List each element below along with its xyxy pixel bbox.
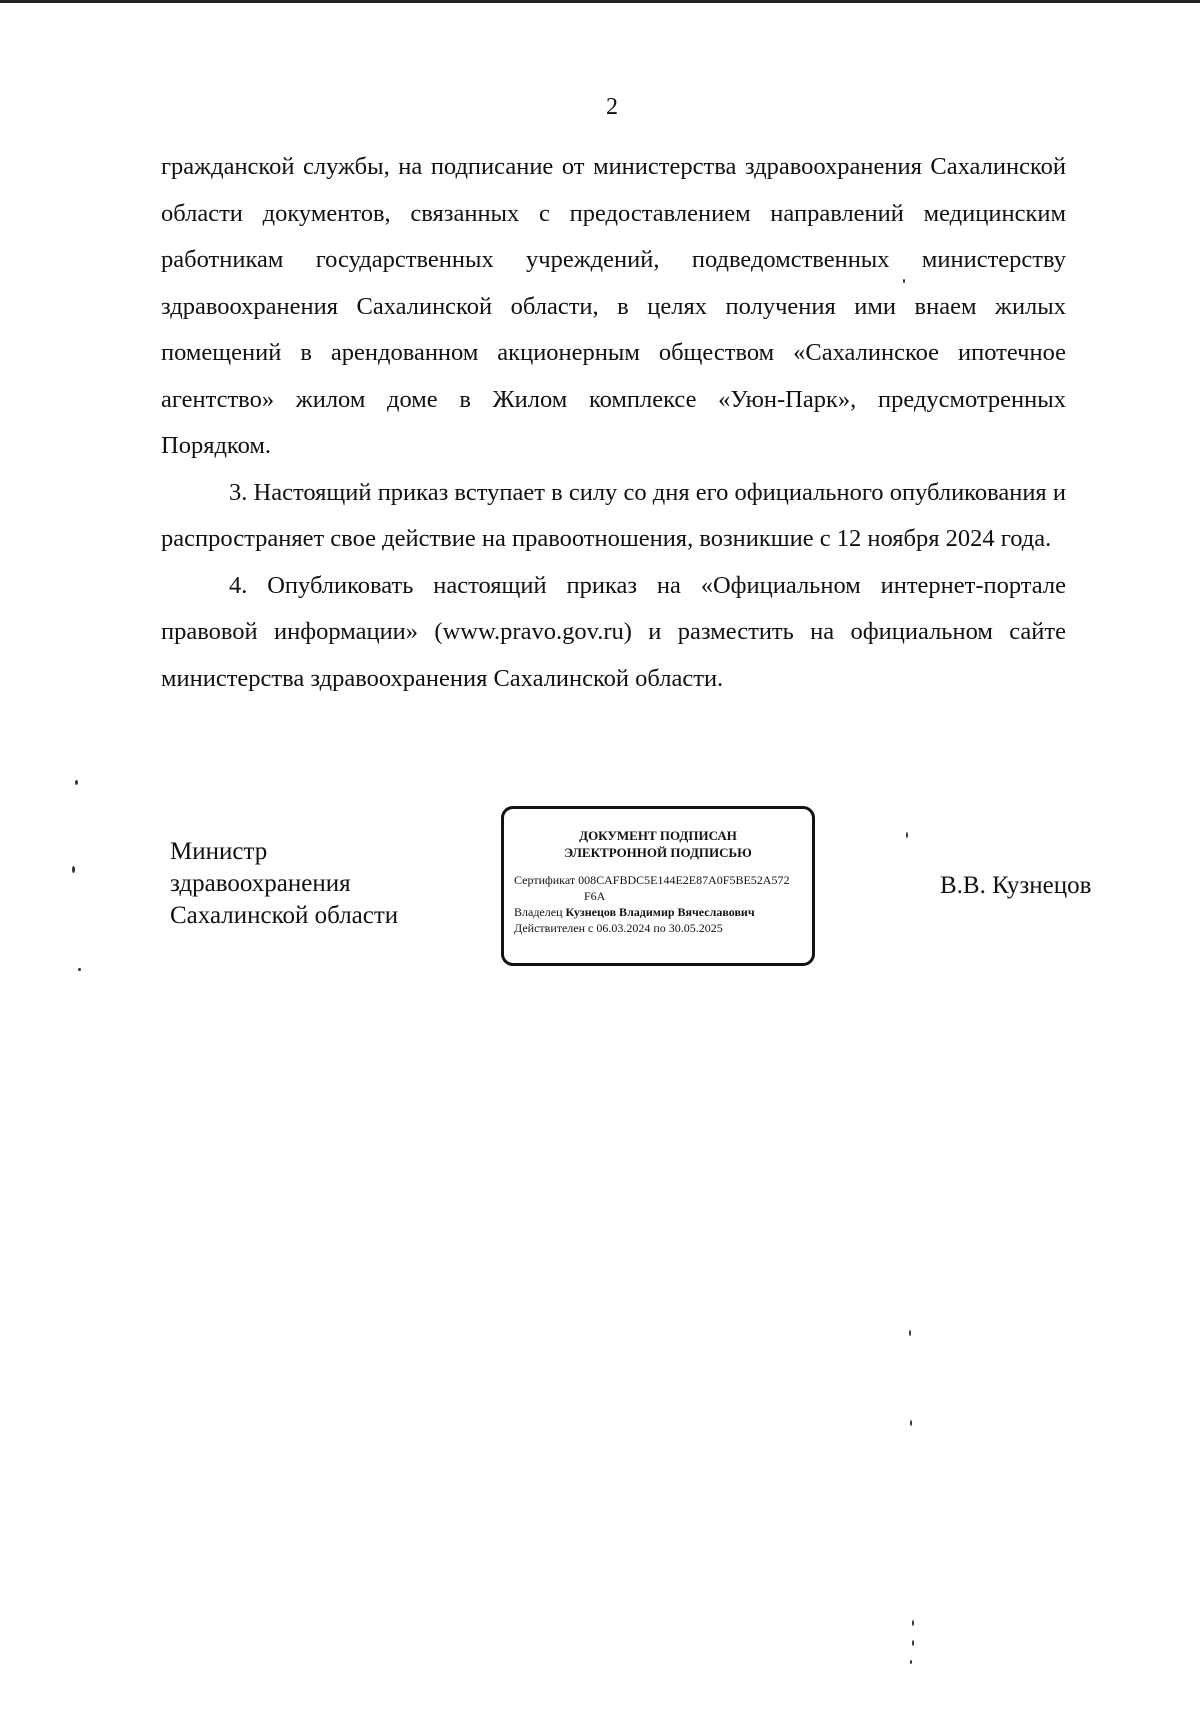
paragraph-4: 4. Опубликовать настоящий приказ на «Официальном интернет-портале правовой информации» (www.pravo.gov.ru) и разместить на официальном сайте министерства здравоохранения Сахалинской области. <box>161 571 1066 692</box>
stamp-validity: Действителен с 06.03.2024 по 30.05.2025 <box>514 921 723 935</box>
stamp-heading-line: ЭЛЕКТРОННОЙ ПОДПИСЬЮ <box>564 845 752 860</box>
top-scan-edge <box>0 0 1200 3</box>
stamp-heading-line: ДОКУМЕНТ ПОДПИСАН <box>579 828 737 843</box>
scan-speck <box>906 832 908 838</box>
stamp-heading <box>504 827 812 861</box>
scan-speck <box>72 866 75 873</box>
scan-speck <box>75 780 78 785</box>
paragraph-3: 3. Настоящий приказ вступает в силу со дня его официального опубликования и распространяет свое действие на правоотношения, возникшие с 12 ноября 2024 года. <box>161 478 1066 552</box>
page-number: 2 <box>606 94 618 120</box>
stamp-certificate-tail: F6A <box>584 889 606 903</box>
scan-speck <box>78 968 81 971</box>
scan-speck <box>912 1620 914 1626</box>
signatory-title-line: здравоохранения <box>170 870 351 897</box>
paragraph-continuation: гражданской службы, на подписание от министерства здравоохранения Сахалинской области документов, связанных с предоставлением направлений медицинским работникам государственных учреждений, подведомственных министерству здравоохранения Сахалинской области, в целях получения ими внаем жилых помещений в арендованном акционерным обществом «Сахалинское ипотечное агентство» жилом доме в Жилом комплексе «Уюн-Парк», предусмотренных Порядком. <box>161 153 1066 459</box>
stamp-certificate-value: 008CAFBDC5E144E2E87A0F5BE52A572 <box>578 873 790 887</box>
signatory-name: В.В. Кузнецов <box>940 872 1092 899</box>
electronic-signature-stamp <box>501 806 815 966</box>
stamp-certificate-label: Сертификат <box>514 873 576 887</box>
scan-speck <box>909 1330 911 1336</box>
stamp-certificate <box>504 872 812 888</box>
scan-speck <box>910 1420 912 1426</box>
stamp-owner-name: Кузнецов Владимир Вячеславович <box>565 905 755 919</box>
signatory-title-line: Сахалинской области <box>170 902 399 929</box>
scan-speck <box>910 1660 912 1664</box>
stamp-owner <box>504 904 812 920</box>
signatory-title <box>170 836 398 932</box>
document-body <box>161 144 1066 702</box>
scan-speck <box>903 279 905 283</box>
scan-speck <box>912 1640 914 1646</box>
signatory-title-line: Министр <box>170 838 268 865</box>
stamp-owner-label: Владелец <box>514 905 563 919</box>
